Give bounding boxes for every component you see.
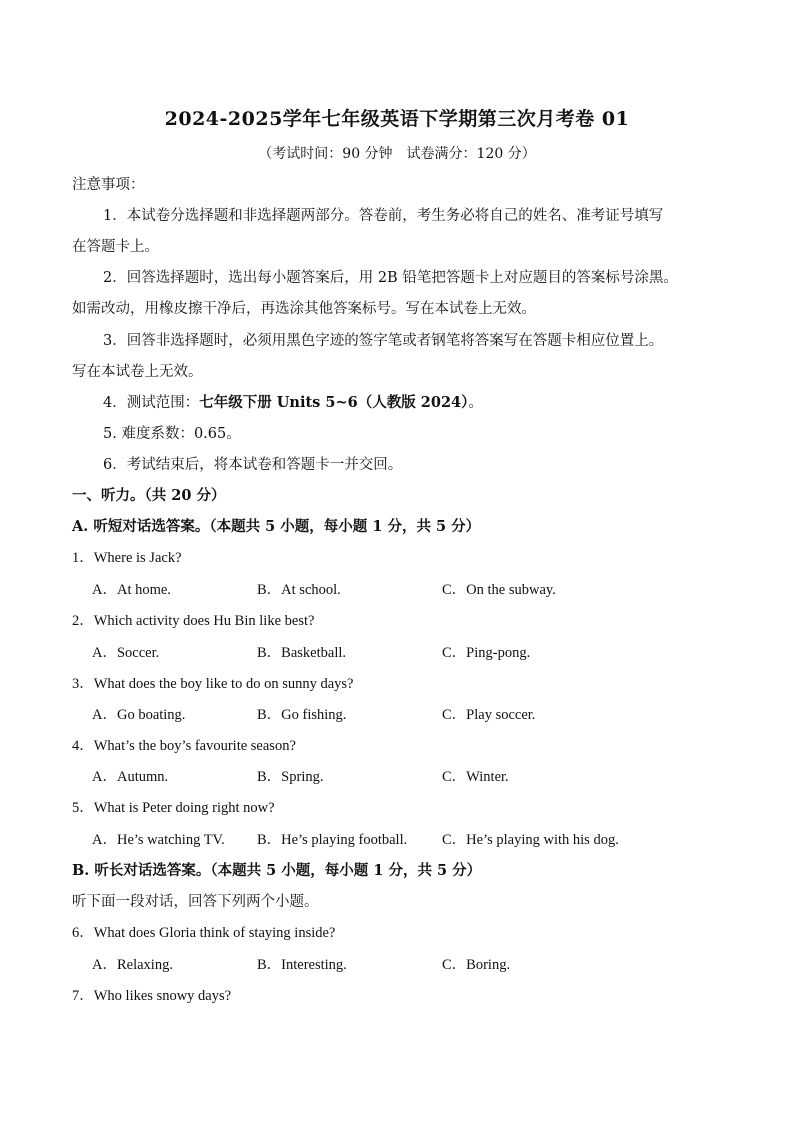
question-7: 7．Who likes snowy days? <box>72 988 232 1004</box>
notice-item-2-line-1: 2．回答选择题时，选出每小题答案后，用 2B 铅笔把答题卡上对应题目的答案标号涂黑。 <box>103 270 678 286</box>
question-4-option-c: C．Winter. <box>442 769 509 785</box>
question-2-option-c: C．Ping-pong. <box>442 645 531 661</box>
question-5-option-a: A．He’s watching TV. <box>92 832 225 848</box>
part-a-heading: A. 听短对话选答案。（本题共 5 小题，每小题 1 分，共 5 分） <box>72 518 481 535</box>
question-2-option-b: B．Basketball. <box>257 645 347 661</box>
page-title: 2024-2025学年七年级英语下学期第三次月考卷 01 <box>164 108 630 130</box>
notice-item-4-scope: 七年级下册 Units 5~6（人教版 2024） <box>199 394 469 411</box>
question-2-option-a: A．Soccer. <box>92 645 160 661</box>
notice-item-1-line-2: 在答题卡上。 <box>72 239 159 255</box>
notice-item-4-suffix: 。 <box>468 395 483 411</box>
question-5-option-c: C．He’s playing with his dog. <box>442 832 619 848</box>
notice-item-3-line-1: 3．回答非选择题时，必须用黑色字迹的签字笔或者钢笔将答案写在答题卡相应位置上。 <box>103 333 664 349</box>
question-4: 4．What’s the boy’s favourite season? <box>72 738 296 754</box>
question-6-option-c: C．Boring. <box>442 957 511 973</box>
question-3-option-a: A．Go boating. <box>92 707 186 723</box>
notice-item-3-line-2: 写在本试卷上无效。 <box>72 364 203 380</box>
notice-item-6: 6．考试结束后，将本试卷和答题卡一并交回。 <box>103 457 403 473</box>
question-6-option-a: A．Relaxing. <box>92 957 173 973</box>
notice-item-4-prefix: 4．测试范围： <box>103 395 200 411</box>
question-3: 3．What does the boy like to do on sunny days? <box>72 676 354 692</box>
question-4-option-b: B．Spring. <box>257 769 324 785</box>
question-5-option-b: B．He’s playing football. <box>257 832 408 848</box>
part-b-intro: 听下面一段对话，回答下列两个小题。 <box>72 894 319 910</box>
notice-item-5: 5. 难度系数：0.65。 <box>103 426 241 442</box>
question-1-option-b: B．At school. <box>257 582 341 598</box>
notice-item-4 <box>103 393 483 413</box>
question-5: 5．What is Peter doing right now? <box>72 800 275 816</box>
question-2: 2．Which activity does Hu Bin like best? <box>72 613 315 629</box>
question-6: 6．What does Gloria think of staying inside? <box>72 925 336 941</box>
question-3-option-c: C．Play soccer. <box>442 707 536 723</box>
notice-item-2-line-2: 如需改动，用橡皮擦干净后，再选涂其他答案标号。写在本试卷上无效。 <box>72 301 536 317</box>
section-1-heading: 一、听力。（共 20 分） <box>72 487 226 504</box>
page-subtitle: （考试时间：90 分钟 试卷满分：120 分） <box>258 146 536 162</box>
question-1-option-c: C．On the subway. <box>442 582 556 598</box>
question-1: 1．Where is Jack? <box>72 550 182 566</box>
part-b-heading: B. 听长对话选答案。（本题共 5 小题，每小题 1 分，共 5 分） <box>72 862 482 879</box>
notice-heading: 注意事项： <box>72 177 145 193</box>
question-3-option-b: B．Go fishing. <box>257 707 347 723</box>
question-6-option-b: B．Interesting. <box>257 957 347 973</box>
notice-item-1-line-1: 1．本试卷分选择题和非选择题两部分。答卷前，考生务必将自己的姓名、准考证号填写 <box>103 208 664 224</box>
question-1-option-a: A．At home. <box>92 582 171 598</box>
question-4-option-a: A．Autumn. <box>92 769 169 785</box>
